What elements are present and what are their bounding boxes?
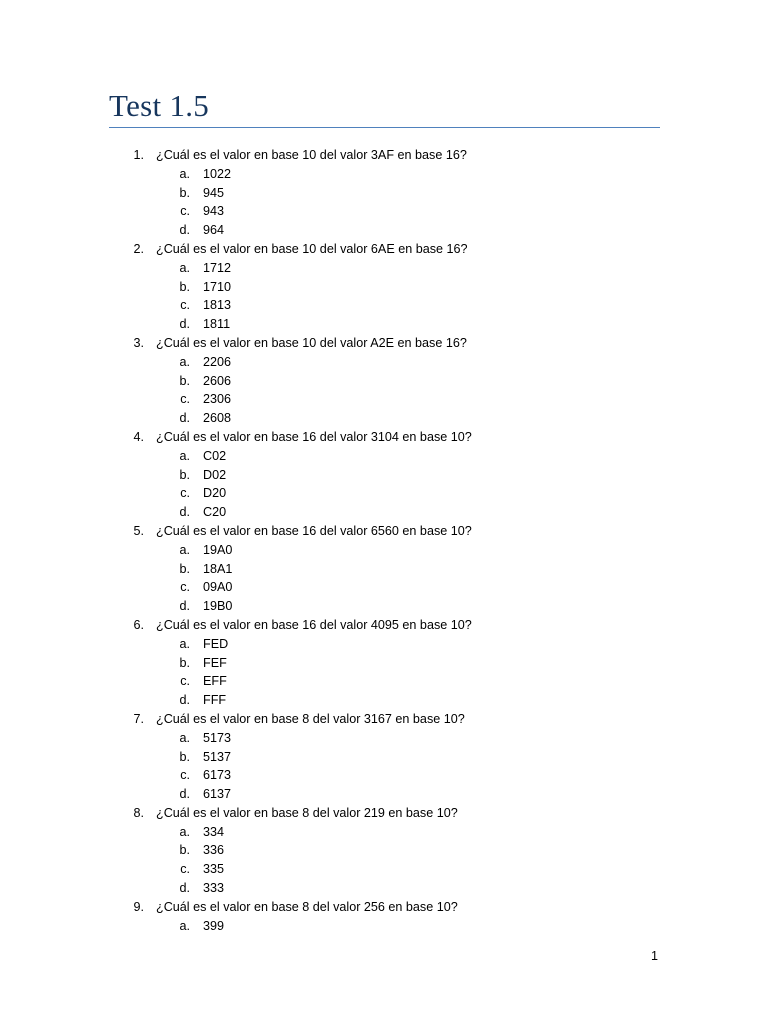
option-value: 09A0: [203, 580, 233, 595]
answer-option: [0, 729, 768, 748]
option-letter: b.: [179, 185, 190, 200]
page-number: 1: [650, 949, 658, 963]
question-item: [0, 428, 768, 522]
question-text: ¿Cuál es el valor en base 8 del valor 3167 en base 10?: [156, 711, 465, 726]
answer-option: [0, 691, 768, 710]
option-letter: d.: [179, 505, 190, 520]
question-text: ¿Cuál es el valor en base 8 del valor 219 en base 10?: [156, 805, 458, 820]
answer-option: [0, 860, 768, 879]
option-letter: b.: [179, 373, 190, 388]
question-text: ¿Cuál es el valor en base 8 del valor 256 en base 10?: [156, 899, 458, 914]
question-text: ¿Cuál es el valor en base 10 del valor 3AF en base 16?: [156, 148, 467, 162]
answer-option: [0, 315, 768, 334]
option-letter: c.: [180, 862, 190, 877]
page-title: Test 1.5: [109, 88, 210, 123]
option-letter: c.: [180, 298, 190, 313]
option-value: 1811: [203, 317, 231, 332]
option-value: 5173: [203, 730, 232, 745]
answer-option: [0, 296, 768, 315]
answer-option: [0, 202, 768, 221]
question-text: ¿Cuál es el valor en base 16 del valor 3104 en base 10?: [156, 429, 472, 444]
option-value: 2306: [203, 392, 232, 407]
option-letter: a.: [179, 354, 190, 369]
title-underline: [109, 127, 660, 128]
option-value: D02: [203, 467, 227, 482]
answer-option: [0, 879, 768, 898]
question-number: 2.: [133, 241, 144, 256]
option-letter: c.: [180, 204, 190, 219]
question-text: ¿Cuál es el valor en base 16 del valor 4095 en base 10?: [156, 617, 472, 632]
option-value: D20: [203, 486, 227, 501]
question-item: [0, 240, 768, 334]
question-row: [0, 710, 768, 729]
option-value: FED: [203, 636, 229, 651]
option-value: EFF: [203, 674, 227, 689]
answer-option: [0, 278, 768, 297]
option-value: 334: [203, 824, 225, 839]
option-letter: d.: [179, 223, 190, 238]
answer-option: [0, 184, 768, 203]
answer-option: [0, 221, 768, 240]
answer-option: [0, 390, 768, 409]
answer-option: [0, 672, 768, 691]
option-letter: d.: [179, 317, 190, 332]
question-item: [0, 898, 768, 936]
answer-option: [0, 823, 768, 842]
question-item: [0, 146, 768, 240]
answer-option: [0, 372, 768, 391]
question-row: [0, 898, 768, 917]
answer-option: [0, 560, 768, 579]
answer-option: [0, 409, 768, 428]
answer-option: [0, 785, 768, 804]
option-value: 18A1: [203, 561, 233, 576]
option-letter: a.: [179, 542, 190, 557]
question-row: [0, 522, 768, 541]
option-value: 1022: [203, 166, 232, 181]
question-item: [0, 616, 768, 710]
option-value: 19A0: [203, 542, 233, 557]
option-value: C02: [203, 448, 227, 463]
question-item: [0, 334, 768, 428]
option-letter: a.: [179, 166, 190, 181]
question-number: 8.: [133, 805, 144, 820]
question-list: [0, 146, 768, 935]
option-value: 335: [203, 862, 225, 877]
option-value: 336: [203, 843, 225, 858]
option-letter: d.: [179, 693, 190, 708]
answer-option: [0, 841, 768, 860]
option-letter: d.: [179, 599, 190, 614]
question-item: [0, 710, 768, 804]
option-letter: b.: [179, 655, 190, 670]
answer-option: [0, 466, 768, 485]
question-text: ¿Cuál es el valor en base 10 del valor A2E en base 16?: [156, 335, 467, 350]
option-letter: d.: [179, 411, 190, 426]
option-value: 1712: [203, 260, 232, 275]
option-letter: c.: [180, 580, 190, 595]
question-row: [0, 428, 768, 447]
question-item: [0, 522, 768, 616]
answer-option: [0, 578, 768, 597]
answer-option: [0, 541, 768, 560]
option-letter: a.: [179, 918, 190, 933]
question-row: [0, 240, 768, 259]
option-value: 399: [203, 918, 225, 933]
option-value: 2206: [203, 354, 232, 369]
question-row: [0, 804, 768, 823]
option-letter: c.: [180, 392, 190, 407]
answer-option: [0, 917, 768, 936]
answer-option: [0, 447, 768, 466]
answer-option: [0, 353, 768, 372]
option-value: 19B0: [203, 599, 233, 614]
question-number: 4.: [133, 429, 144, 444]
option-letter: c.: [180, 674, 190, 689]
question-text: ¿Cuál es el valor en base 10 del valor 6AE en base 16?: [156, 241, 468, 256]
option-value: 943: [203, 204, 225, 219]
answer-option: [0, 597, 768, 616]
option-letter: d.: [179, 787, 190, 802]
option-letter: b.: [179, 749, 190, 764]
option-value: 964: [203, 223, 225, 238]
option-value: 1813: [203, 298, 232, 313]
answer-option: [0, 484, 768, 503]
question-row: [0, 146, 768, 165]
option-value: 5137: [203, 749, 232, 764]
question-text: ¿Cuál es el valor en base 16 del valor 6560 en base 10?: [156, 523, 472, 538]
option-value: FFF: [203, 693, 227, 708]
option-value: 6173: [203, 768, 232, 783]
option-value: FEF: [203, 655, 227, 670]
question-number: 7.: [133, 711, 144, 726]
option-value: 2608: [203, 411, 232, 426]
option-value: 945: [203, 185, 225, 200]
option-letter: a.: [179, 824, 190, 839]
question-number: 1.: [133, 148, 144, 162]
option-letter: a.: [179, 448, 190, 463]
answer-option: [0, 748, 768, 767]
question-number: 9.: [133, 899, 144, 914]
question-item: [0, 804, 768, 898]
option-letter: b.: [179, 279, 190, 294]
question-row: [0, 334, 768, 353]
option-letter: a.: [179, 730, 190, 745]
option-value: 2606: [203, 373, 232, 388]
answer-option: [0, 165, 768, 184]
answer-option: [0, 766, 768, 785]
option-letter: b.: [179, 561, 190, 576]
option-letter: d.: [179, 881, 190, 896]
option-letter: b.: [179, 467, 190, 482]
option-letter: a.: [179, 636, 190, 651]
question-number: 3.: [133, 335, 144, 350]
option-value: 1710: [203, 279, 232, 294]
option-letter: b.: [179, 843, 190, 858]
answer-option: [0, 259, 768, 278]
option-letter: c.: [180, 768, 190, 783]
option-letter: c.: [180, 486, 190, 501]
option-value: 6137: [203, 787, 232, 802]
option-value: 333: [203, 881, 225, 896]
option-letter: a.: [179, 260, 190, 275]
option-value: C20: [203, 505, 227, 520]
answer-option: [0, 503, 768, 522]
answer-option: [0, 654, 768, 673]
question-number: 6.: [133, 617, 144, 632]
question-number: 5.: [133, 523, 144, 538]
question-row: [0, 616, 768, 635]
answer-option: [0, 635, 768, 654]
